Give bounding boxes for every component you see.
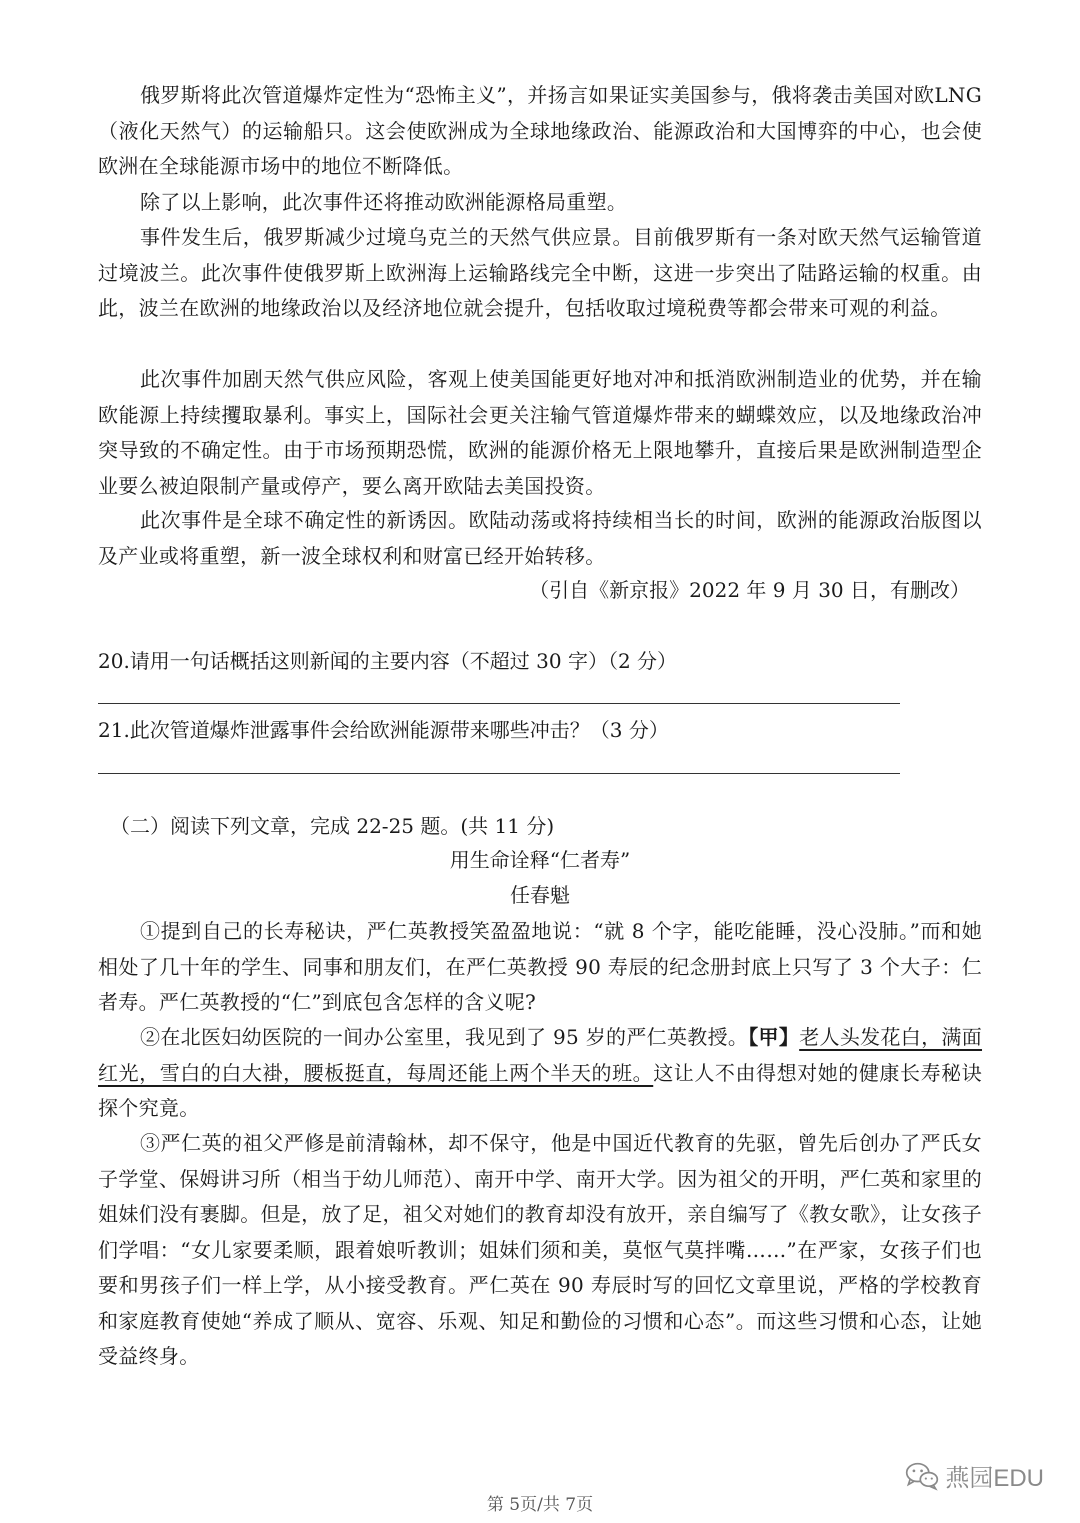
question-21: 21.此次管道爆炸泄露事件会给欧洲能源带来哪些冲击？（3 分）	[98, 718, 669, 742]
answer-line-20[interactable]	[98, 703, 900, 704]
paragraph-2-tail: 这让人不由得想对她的健康长寿秘诀探个究竟。	[98, 1060, 982, 1120]
answer-line-21[interactable]	[98, 773, 900, 774]
watermark-text: 燕园EDU	[945, 1465, 1044, 1492]
news-citation: （引自《新京报》2022 年 9 月 30 日，有删改）	[529, 578, 970, 602]
section-heading: （二）阅读下列文章，完成 22-25 题。(共 11 分)	[110, 814, 555, 838]
paragraph-2-lead: ②在北医妇幼医院的一间办公室里，我见到了 95 岁的严仁英教授。	[140, 1025, 749, 1049]
article-paragraph-3: ③严仁英的祖父严修是前清翰林，却不保守，他是中国近代教育的先驱，曾先后创办了严氏女子学堂、保姆讲习所（相当于幼儿师范）、南开中学、南开大学。因为祖父的开明，严仁英和家里的姐妹们没有裹脚。但是，放了足，祖父对她们的教育却没有放开，亲自编写了《教女歌》，让女孩子们学唱：“女儿家要柔顺，跟着娘听教训；姐妹们须和美，莫怄气莫拌嘴……”在严家，女孩子们也要和男孩子们一样上学，从小接受教育。严仁英在 90 寿辰时写的回忆文章里说，严格的学校教育和家庭教育使她“养成了顺从、宽容、乐观、知足和勤俭的习惯和心态”。而这些习惯和心态，让她受益终身。	[98, 1131, 982, 1368]
watermark	[905, 1458, 1044, 1493]
question-20: 20.请用一句话概括这则新闻的主要内容（不超过 30 字）（2 分）	[98, 649, 678, 673]
news-paragraph-2: 除了以上影响，此次事件还将推动欧洲能源格局重塑。	[140, 190, 628, 214]
underlined-sentence: 老人头发花白，满面红光，雪白的白大褂，腰板挺直，每周还能上两个半天的班。	[98, 1025, 983, 1085]
news-paragraph-5: 此次事件是全球不确定性的新诱因。欧陆动荡或将持续相当长的时间，欧洲的能源政治版图以及产业或将重塑，新一波全球权利和财富已经开始转移。	[98, 508, 982, 568]
wechat-icon	[905, 1461, 939, 1491]
article-title: 用生命诠释“仁者寿”	[449, 848, 631, 872]
news-paragraph-3: 事件发生后，俄罗斯减少过境乌克兰的天然气供应景。目前俄罗斯有一条对欧天然气运输管道过境波兰。此次事件使俄罗斯上欧洲海上运输路线完全中断，这进一步突出了陆路运输的权重。由此，波兰在欧洲的地缘政治以及经济地位就会提升，包括收取过境税费等都会带来可观的利益。	[98, 225, 982, 320]
marker-jia: 【甲】	[748, 1025, 800, 1049]
news-paragraph-1: 俄罗斯将此次管道爆炸定性为“恐怖主义”，并扬言如果证实美国参与，俄将袭击美国对欧LNG（液化天然气）的运输船只。这会使欧洲成为全球地缘政治、能源政治和大国博弈的中心，也会使欧洲在全球能源市场中的地位不断降低。	[98, 83, 982, 178]
article-paragraph-1: ①提到自己的长寿秘诀，严仁英教授笑盈盈地说：“就 8 个字，能吃能睡，没心没肺。”而和她相处了几十年的学生、同事和朋友们，在严仁英教授 90 寿辰的纪念册封底上只写了 3 个大子：仁者寿。严仁英教授的“仁”到底包含怎样的含义呢?	[98, 919, 982, 1014]
article-paragraph-2	[98, 1020, 982, 1127]
article-author: 任春魁	[510, 883, 570, 907]
page-number: 第 5页/共 7页	[486, 1495, 594, 1515]
news-paragraph-4: 此次事件加剧天然气供应风险，客观上使美国能更好地对冲和抵消欧洲制造业的优势，并在输欧能源上持续攫取暴利。事实上，国际社会更关注输气管道爆炸带来的蝴蝶效应，以及地缘政治冲突导致的不确定性。由于市场预期恐慌，欧洲的能源价格无上限地攀升，直接后果是欧洲制造型企业要么被迫限制产量或停产，要么离开欧陆去美国投资。	[98, 367, 982, 498]
